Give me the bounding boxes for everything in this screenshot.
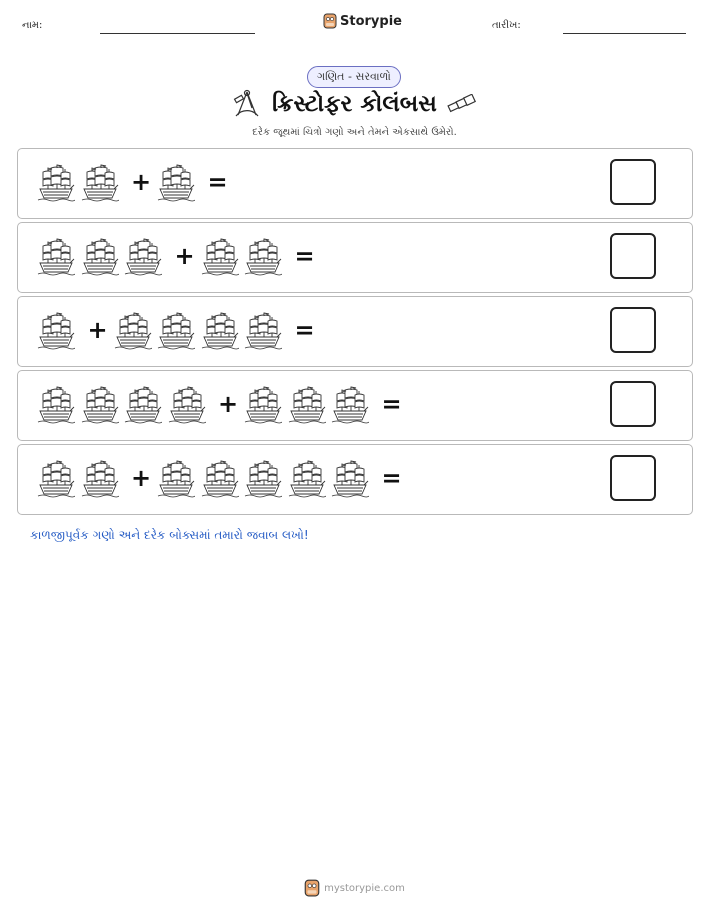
problem-row-1 (17, 148, 693, 219)
title-row (0, 88, 709, 120)
ship-icon (124, 236, 162, 276)
name-line[interactable] (100, 33, 255, 34)
equals-sign: = (381, 390, 402, 418)
problem-row-3 (17, 296, 693, 367)
ship-icon (157, 458, 195, 498)
ship-icon (331, 458, 369, 498)
ship-icon (288, 458, 326, 498)
ship-icon (201, 458, 239, 498)
answer-box-5[interactable] (610, 455, 656, 501)
plus-sign: + (87, 316, 108, 344)
name-label: નામ: (22, 20, 43, 31)
ship-icon (331, 384, 369, 424)
ship-icon (81, 458, 119, 498)
ship-icon (244, 236, 282, 276)
ship-icon (37, 310, 75, 350)
plus-sign: + (218, 390, 239, 418)
ship-icon (81, 236, 119, 276)
worksheet-title: ક્રિસ્ટોફર કોલંબસ (272, 91, 437, 117)
plus-sign: + (174, 242, 195, 270)
brand-logo (323, 13, 402, 29)
ship-icon (157, 310, 195, 350)
problem-row-2 (17, 222, 693, 293)
ship-icon (201, 236, 239, 276)
ship-icon (244, 458, 282, 498)
ship-icon (37, 458, 75, 498)
answer-box-4[interactable] (610, 381, 656, 427)
equals-sign: = (294, 242, 315, 270)
ship-icon (81, 162, 119, 202)
ship-icon (124, 384, 162, 424)
date-label: તારીખ: (492, 20, 521, 31)
ship-icon (157, 162, 195, 202)
answer-box-2[interactable] (610, 233, 656, 279)
ship-icon (37, 162, 75, 202)
equals-sign: = (381, 464, 402, 492)
equals-sign: = (294, 316, 315, 344)
ship-icon (244, 310, 282, 350)
ship-icon (168, 384, 206, 424)
subject-badge: ગણિત - સરવાળો (307, 66, 401, 88)
ship-icon (81, 384, 119, 424)
storypie-mascot-icon (323, 13, 337, 29)
plus-sign: + (131, 168, 152, 196)
ship-icon (288, 384, 326, 424)
sextant-icon (232, 88, 262, 120)
final-instruction: કાળજીપૂર્વક ગણો અને દરેક બોક્સમાં તમારો જવાબ લખો! (30, 528, 309, 542)
problem-row-4 (17, 370, 693, 441)
problem-row-5 (17, 444, 693, 515)
telescope-icon (447, 94, 477, 114)
ship-icon (244, 384, 282, 424)
footer-site: mystorypie.com (324, 882, 405, 894)
ship-icon (201, 310, 239, 350)
plus-sign: + (131, 464, 152, 492)
date-line[interactable] (563, 33, 686, 34)
storypie-mascot-icon (304, 879, 320, 897)
ship-icon (37, 236, 75, 276)
equals-sign: = (207, 168, 228, 196)
answer-box-3[interactable] (610, 307, 656, 353)
brand-name: Storypie (340, 13, 402, 29)
worksheet-instructions: દરેક જૂથમાં ચિત્રો ગણો અને તેમને એકસાથે ઉમેરો. (252, 127, 457, 138)
ship-icon (114, 310, 152, 350)
footer (0, 879, 709, 897)
answer-box-1[interactable] (610, 159, 656, 205)
ship-icon (37, 384, 75, 424)
